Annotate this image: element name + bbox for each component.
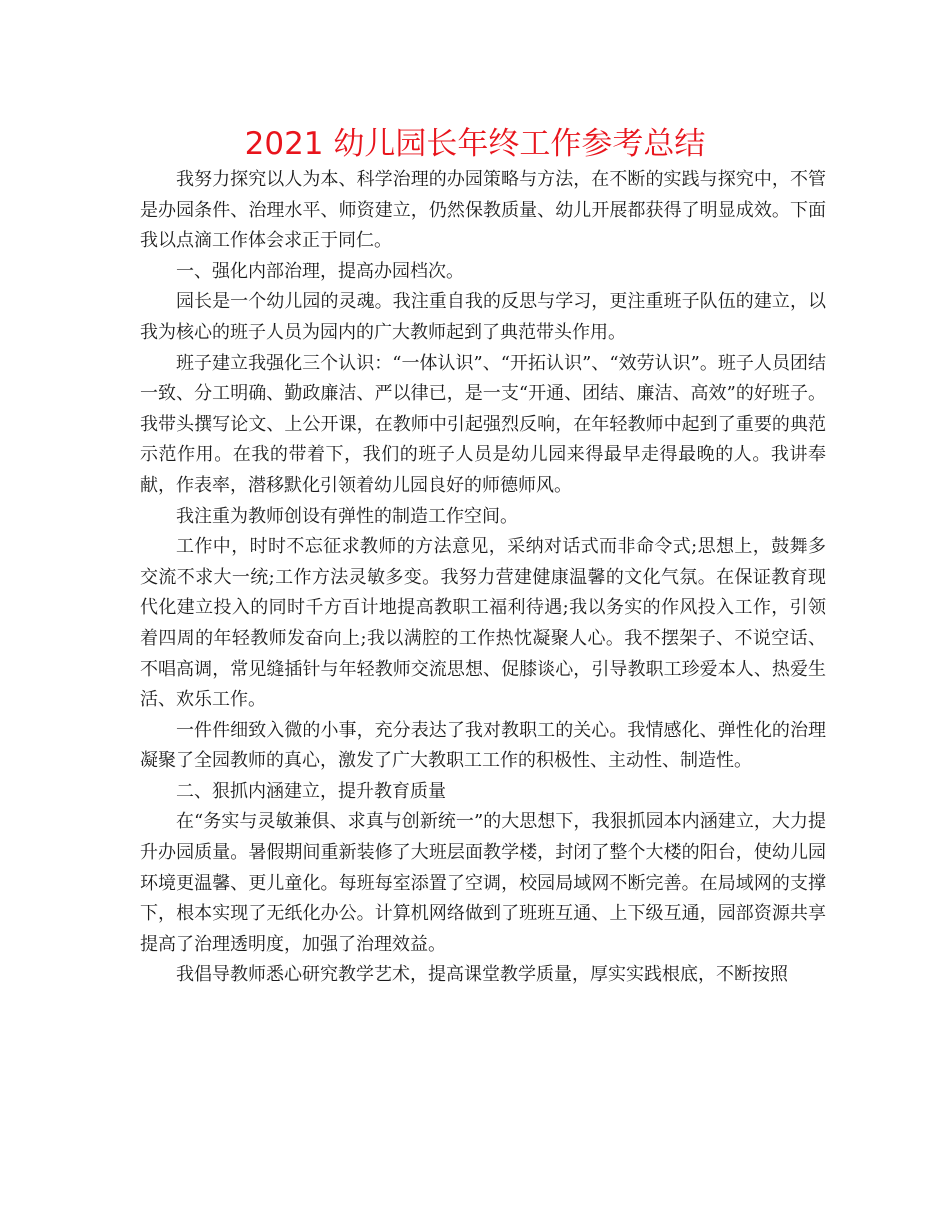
- paragraph-intro: 我努力探究以人为本、科学治理的办园策略与方法，在不断的实践与探究中，不管是办园条件、治理水平、师资建立，仍然保教质量、幼儿开展都获得了明显成效。下面我以点滴工作体会求正于同仁。: [140, 169, 826, 252]
- document-body: [140, 165, 826, 991]
- section-heading-2: 二、狠抓内涵建立，提升教育质量: [176, 780, 446, 802]
- paragraph: 我倡导教师悉心研究教学艺术，提高课堂教学质量，厚实实践根底，不断按照: [176, 964, 788, 986]
- section-heading-1: 一、强化内部治理，提高办园档次。: [176, 260, 464, 282]
- paragraph: 班子建立我强化三个认识：“一体认识”、“开拓认识”、“效劳认识”。班子人员团结一致、分工明确、勤政廉洁、严以律已，是一支“开通、团结、廉洁、高效”的好班子。我带头撰写论文、上公开课，在教师中引起强烈反响，在年轻教师中起到了重要的典范示范作用。在我的带着下，我们的班子人员是幼儿园来得最早走得最晚的人。我讲奉献，作表率，潜移默化引领着幼儿园良好的师德师风。: [140, 352, 826, 496]
- paragraph: 在“务实与灵敏兼俱、求真与创新统一”的大思想下，我狠抓园本内涵建立，大力提升办园质量。暑假期间重新装修了大班层面教学楼，封闭了整个大楼的阳台，使幼儿园环境更温馨、更儿童化。每班每室添置了空调，校园局域网不断完善。在局域网的支撑下，根本实现了无纸化办公。计算机网络做到了班班互通、上下级互通，园部资源共享提高了治理透明度，加强了治理效益。: [140, 811, 826, 955]
- paragraph: 园长是一个幼儿园的灵魂。我注重自我的反思与学习，更注重班子队伍的建立，以我为核心的班子人员为园内的广大教师起到了典范带头作用。: [140, 291, 826, 343]
- paragraph: 工作中，时时不忘征求教师的方法意见，采纳对话式而非命令式;思想上，鼓舞多交流不求大一统;工作方法灵敏多变。我努力营建健康温馨的文化气氛。在保证教育现代化建立投入的同时千方百计地提高教职工福利待遇;我以务实的作风投入工作，引领着四周的年轻教师发奋向上;我以满腔的工作热忱凝聚人心。我不摆架子、不说空话、不唱高调，常见缝插针与年轻教师交流思想、促膝谈心，引导教职工珍爱本人、热爱生活、欢乐工作。: [140, 536, 826, 711]
- paragraph: 我注重为教师创设有弹性的制造工作空间。: [176, 505, 518, 527]
- document-title: 2021 幼儿园长年终工作参考总结: [244, 126, 706, 162]
- paragraph: 一件件细致入微的小事，充分表达了我对教职工的关心。我情感化、弹性化的治理凝聚了全园教师的真心，激发了广大教职工工作的积极性、主动性、制造性。: [140, 719, 826, 772]
